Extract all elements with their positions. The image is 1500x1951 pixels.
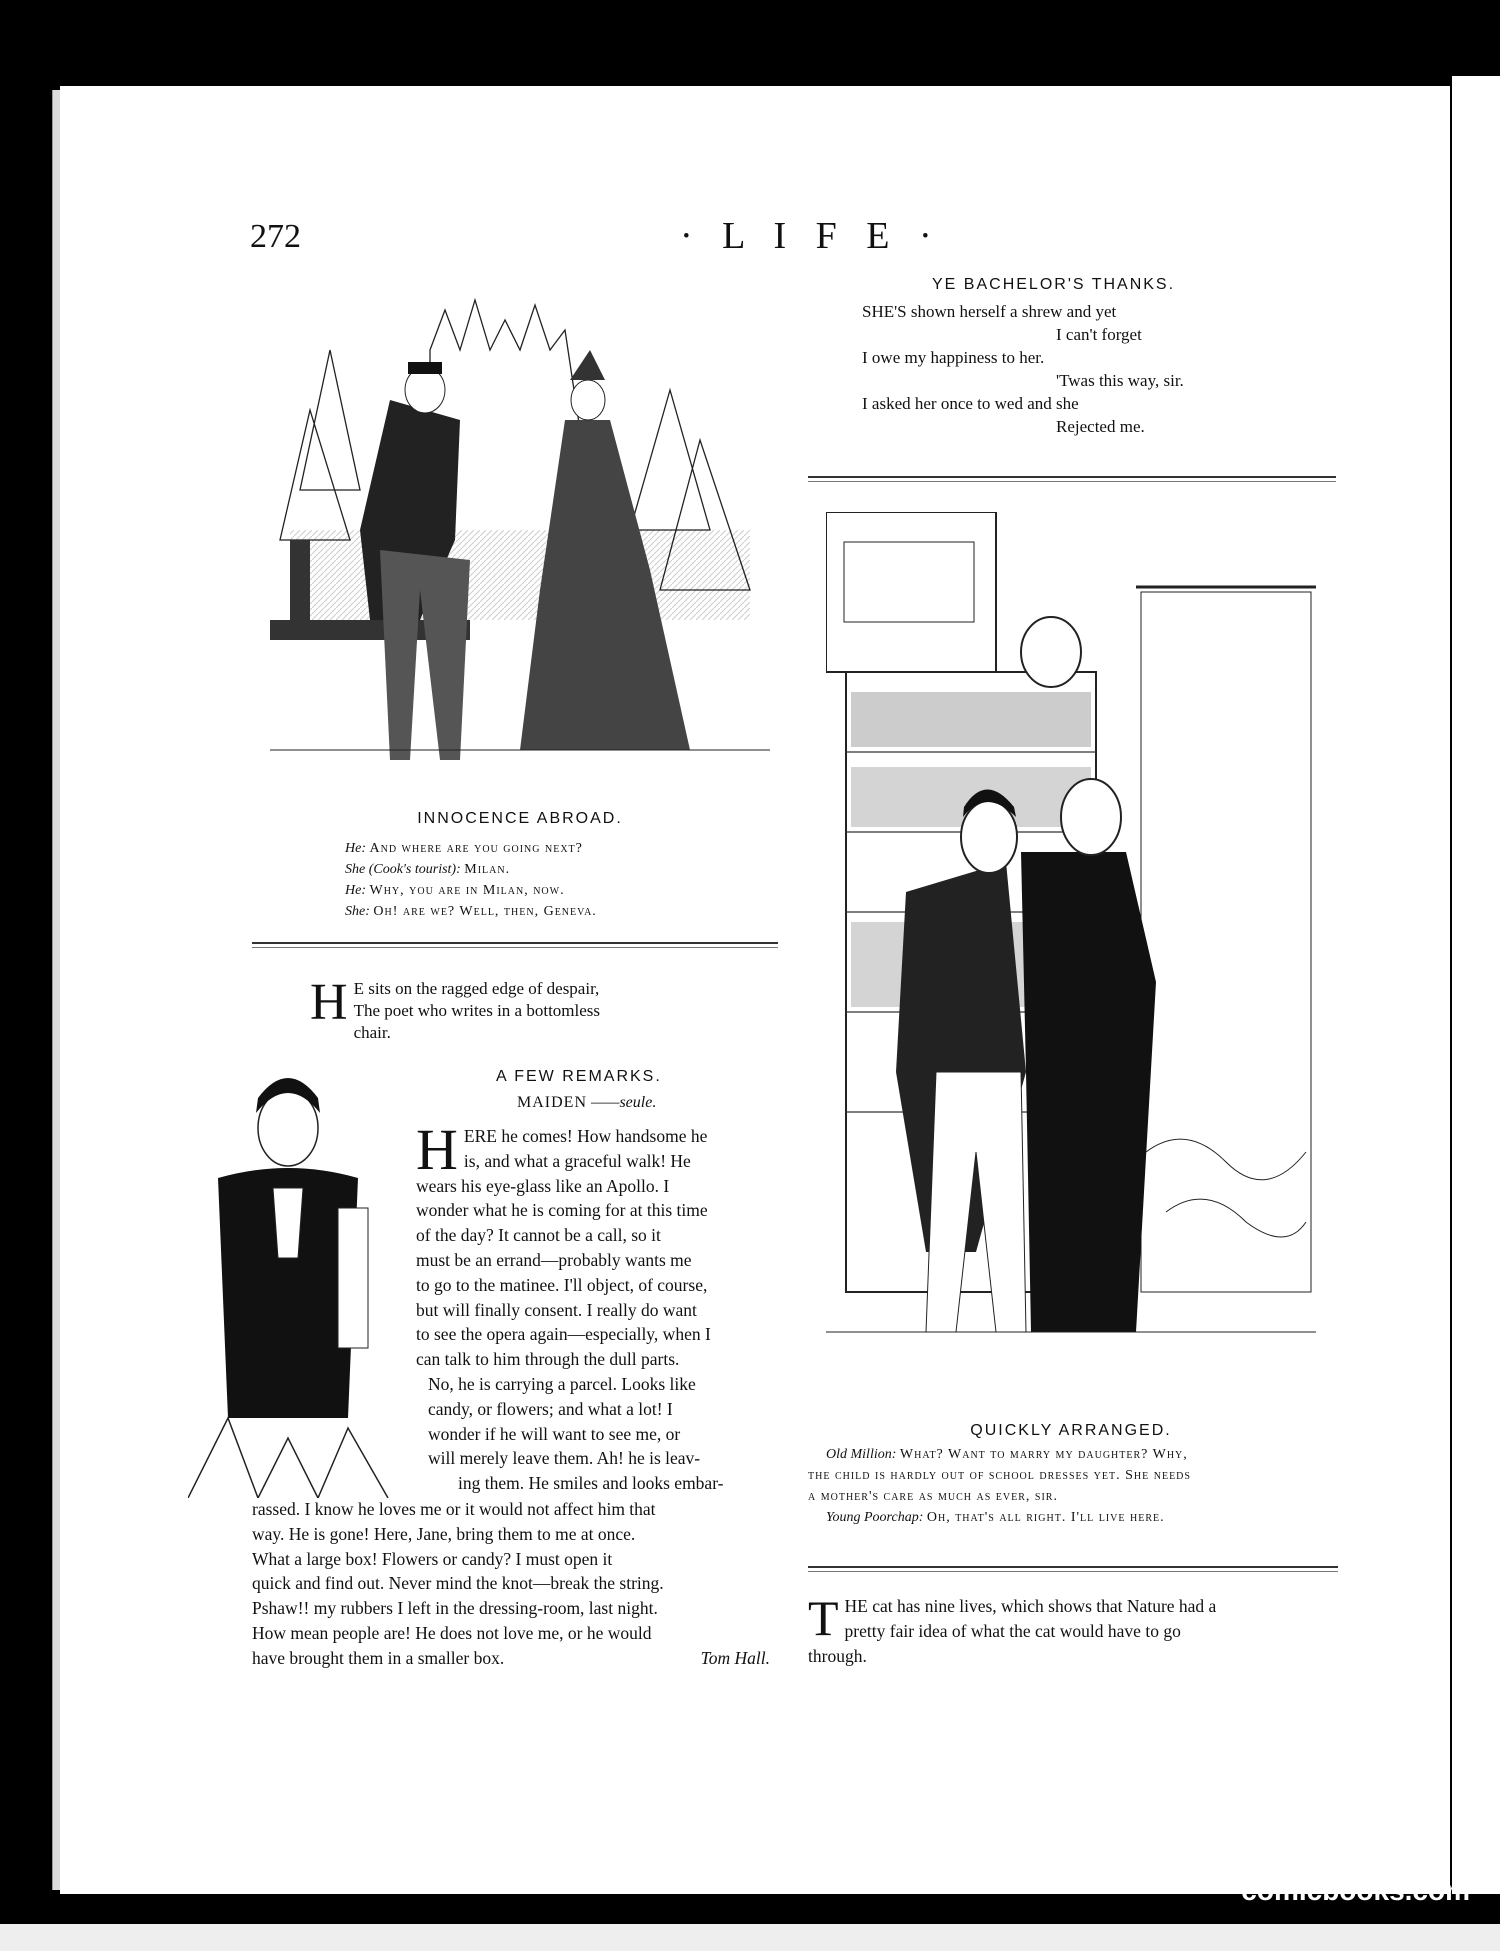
speaker: Old Million: <box>826 1447 897 1462</box>
couplet-line: The poet who writes in a bottomless chair. <box>353 1001 601 1042</box>
text-line: to see the opera again—especially, when I <box>416 1324 711 1345</box>
dialogue-line <box>345 901 765 922</box>
subtitle: MAIDEN <box>517 1094 587 1111</box>
text-line: Pshaw!! my rubbers I left in the dressing-room, last night. <box>252 1598 658 1619</box>
next-page-strip <box>0 1924 1500 1951</box>
text-line: candy, or flowers; and what a lot! I <box>428 1398 673 1419</box>
speaker: She (Cook's tourist): <box>345 862 461 877</box>
poem-line: I owe my happiness to her. <box>862 348 1045 367</box>
cat-paragraph <box>808 1590 1338 1668</box>
poem-line: I asked her once to wed and she <box>862 394 1079 413</box>
text-line: pretty fair idea of what the cat would have to go <box>844 1620 1181 1641</box>
last-line: have brought them in a smaller box. <box>252 1647 505 1668</box>
divider <box>252 942 778 948</box>
text-line: wonder if he will want to see me, or <box>428 1423 681 1444</box>
dialogue-line <box>808 1507 1338 1528</box>
innocence-title: INNOCENCE ABROAD. <box>417 810 623 827</box>
dialogue-line <box>345 859 765 880</box>
text-line: ERE he comes! How handsome he <box>463 1126 708 1146</box>
divider <box>808 476 1336 482</box>
text-line: wears his eye-glass like an Apollo. I <box>416 1175 670 1196</box>
facing-page-edge <box>1452 76 1500 1894</box>
line-text: Milan. <box>464 862 511 877</box>
remarks-body-wrap <box>416 1117 780 1496</box>
subtitle-emphasis: ——seule. <box>591 1094 657 1111</box>
text-line: to go to the matinee. I'll object, of course, <box>416 1274 708 1295</box>
dialogue-line <box>345 880 765 901</box>
dropcap: T <box>808 1590 839 1646</box>
text-line: of the day? It cannot be a call, so it <box>416 1225 661 1246</box>
remarks-body-full <box>252 1497 782 1671</box>
text-line: way. He is gone! Here, Jane, bring them to me at once. <box>252 1523 636 1544</box>
dialogue-line <box>345 838 765 859</box>
text-line: will merely leave them. Ah! he is leav- <box>428 1448 701 1469</box>
line-text: What? Want to marry my daughter? Why, <box>899 1447 1188 1462</box>
poem-line: SHE'S shown herself a shrew and yet <box>862 302 1117 321</box>
site-watermark: comicbooks.com <box>1241 1875 1470 1906</box>
text-line: ing them. He smiles and looks embar- <box>458 1473 724 1494</box>
text-line: How mean people are! He does not love me, or he would <box>252 1622 652 1643</box>
line-text: Oh, that's all right. I'll live here. <box>926 1510 1165 1525</box>
text-line: HE cat has nine lives, which shows that Nature had a <box>844 1596 1217 1616</box>
line-text: the child is hardly out of school dresses yet. She needs <box>808 1468 1191 1483</box>
poem-line: Rejected me. <box>1056 417 1145 436</box>
quickly-arranged-illustration <box>826 512 1316 1352</box>
text-line: through. <box>808 1645 867 1666</box>
bachelor-title: YE BACHELOR'S THANKS. <box>932 276 1176 293</box>
speaker: He: <box>345 883 366 898</box>
line-text: a mother's care as much as ever, sir. <box>808 1489 1058 1504</box>
innocence-abroad-illustration <box>270 290 770 790</box>
speaker: Young Poorchap: <box>826 1510 924 1525</box>
poem-line: 'Twas this way, sir. <box>1056 371 1184 390</box>
speaker: He: <box>345 841 366 856</box>
text-line <box>252 1646 782 1671</box>
page-number: 272 <box>250 218 301 255</box>
despair-couplet <box>310 974 608 1044</box>
masthead-title: · L I F E · <box>680 215 942 257</box>
text-line: but will finally consent. I really do want <box>416 1299 697 1320</box>
line-text: And where are you going next? <box>369 841 583 856</box>
text-line: can talk to him through the dull parts. <box>416 1349 680 1370</box>
text-line: must be an errand—probably wants me <box>416 1249 692 1270</box>
remarks-title: A FEW REMARKS. <box>496 1068 662 1085</box>
poem-line: I can't forget <box>1056 325 1142 344</box>
quickly-dialogue <box>808 1444 1338 1528</box>
text-line: is, and what a graceful walk! He <box>463 1150 691 1171</box>
line-text: Oh! are we? Well, then, Geneva. <box>373 904 597 919</box>
line-text: Why, you are in Milan, now. <box>369 883 565 898</box>
text-line: What a large box! Flowers or candy? I must open it <box>252 1548 613 1569</box>
innocence-dialogue <box>345 838 765 922</box>
author-signature: Tom Hall. <box>700 1647 770 1668</box>
text-line: No, he is carrying a parcel. Looks like <box>428 1373 696 1394</box>
text-line: wonder what he is coming for at this time <box>416 1200 708 1221</box>
dialogue-line <box>808 1444 1338 1465</box>
dropcap: H <box>310 974 348 1031</box>
dropcap: H <box>416 1117 458 1182</box>
speaker: She: <box>345 904 370 919</box>
couplet-line: E sits on the ragged edge of despair, <box>353 979 600 998</box>
bachelor-poem <box>862 300 1242 438</box>
remarks-subtitle <box>517 1094 656 1112</box>
divider <box>808 1566 1338 1572</box>
text-line: quick and find out. Never mind the knot—break the string. <box>252 1573 664 1594</box>
maiden-illustration <box>188 1058 413 1498</box>
text-line: rassed. I know he loves me or it would not affect him that <box>252 1499 656 1519</box>
quickly-title: QUICKLY ARRANGED. <box>970 1422 1172 1439</box>
